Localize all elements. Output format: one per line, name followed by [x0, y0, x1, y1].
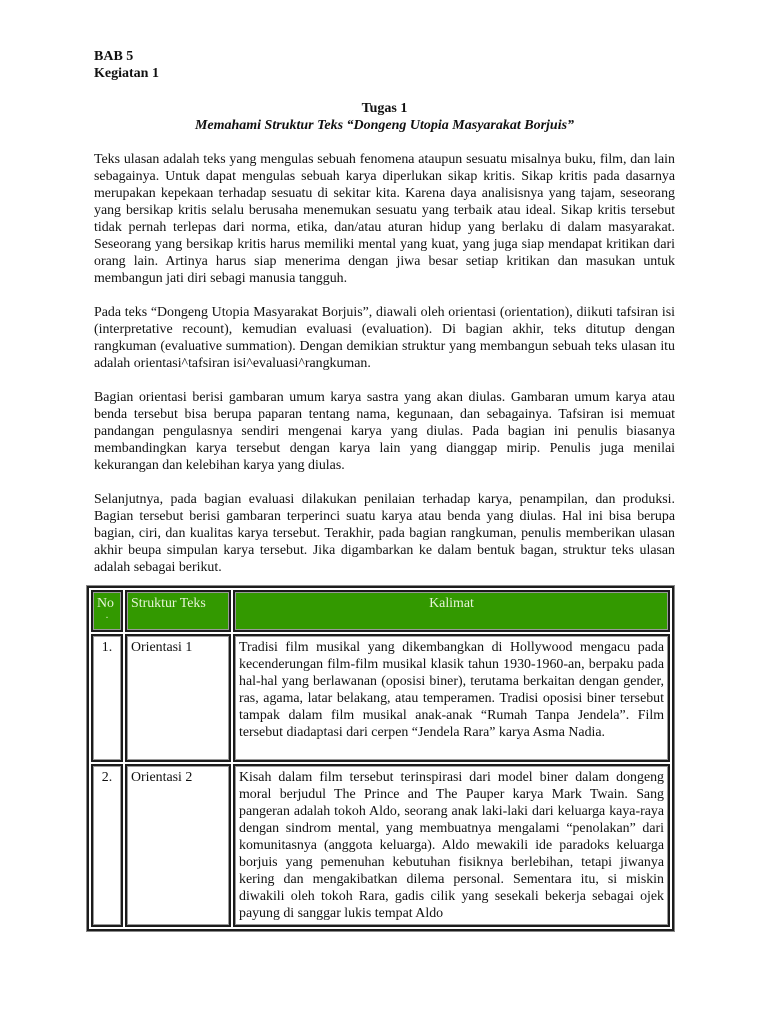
structure-table — [87, 586, 674, 931]
column-header-no — [91, 590, 123, 632]
column-header-no-label: No — [97, 596, 114, 611]
paragraph-evaluation: Selanjutnya, pada bagian evaluasi dilakukan penilaian terhadap karya, penampilan, dan produksi. Bagian tersebut berisi gambaran terperinci suatu karya atau benda yang diulas. Hal ini bisa berupa bagian, ciri, dan kualitas karya tersebut. Terakhir, pada bagian rangkuman, penulis memberikan ulasan akhir beupa simpulan karya tersebut. Jika digambarkan ke dalam bentuk bagan, struktur teks ulasan adalah sebagai berikut. — [94, 492, 675, 575]
task-title: Tugas 1 — [361, 101, 408, 116]
paragraph-intro: Teks ulasan adalah teks yang mengulas sebuah fenomena ataupun sesuatu misalnya buku, film, dan lain sebagainya. Untuk dapat mengulas sebuah karya diperlukan sikap kritis. Sikap kritis pada dasarnya merupakan kepekaan terhadap sesuatu di sekitar kita. Karena daya analisisnya yang tajam, seseorang yang bersikap kritis selalu berusaha menemukan sesuatu yang terbaik atau ideal. Sikap kritis tersebut tidak pernah terlepas dari norma, etika, dan/atau aturan hidup yang berlaku di dalam masyarakat. Seseorang yang bersikap kritis harus memiliki mental yang kuat, yang juga siap mendapat kritikan dari orang lain. Artinya harus siap menerima dengan jiwa besar setiap kritikan dan masukan untuk membangun jati diri sebagi manusia tangguh. — [94, 152, 675, 286]
cell-kalimat: Kisah dalam film tersebut terinspirasi dari model biner dalam dongeng moral berjudul The Prince and The Pauper karya Mark Twain. Sang pangeran adalah tokoh Aldo, seorang anak laki-laki dari keluarga kaya-raya dengan sindrom mental, yang membuatnya mengalami “penolakan” dari komunitasnya (anggota keluarga). Aldo mewakili ide paradoks keluarga borjuis yang pemenuhan kebutuhan fisiknya berlebihan, tetapi jiwanya kering dan mengakibatkan dilema personal. Sementara itu, si miskin diwakili oleh tokoh Rara, gadis cilik yang sesekali bekerja sebagai ojek payung di sanggar lukis tempat Aldo — [233, 764, 670, 927]
cell-no: 2. — [91, 764, 123, 927]
cell-no: 1. — [91, 634, 123, 762]
table-header-row — [91, 590, 670, 632]
cell-struktur: Orientasi 1 — [125, 634, 231, 762]
title-block — [94, 100, 675, 134]
cell-struktur: Orientasi 2 — [125, 764, 231, 927]
paragraph-structure: Pada teks “Dongeng Utopia Masyarakat Borjuis”, diawali oleh orientasi (orientation), diikuti tafsiran isi (interpretative recount), kemudian evaluasi (evaluation). Di bagian akhir, teks ditutup dengan rangkuman (evaluative summation). Dengan demikian struktur yang membangun sebuah teks ulasan itu adalah orientasi^tafsiran isi^evaluasi^rangkuman. — [94, 305, 675, 371]
document-subtitle: Memahami Struktur Teks “Dongeng Utopia Masyarakat Borjuis” — [194, 118, 575, 133]
column-header-struktur: Struktur Teks — [125, 590, 231, 632]
table-row — [91, 634, 670, 762]
cell-kalimat: Tradisi film musikal yang dikembangkan di Hollywood mengacu pada kecenderungan film-film musikal klasik tahun 1930-1960-an, berpaku pada hal-hal yang berlawanan (oposisi biner), terutama berkaitan dengan gender, ras, agama, latar belakang, atau temperamen. Tradisi oposisi biner tersebut tampak dalam film musikal anak-anak “Rumah Tanpa Jendela”. Film tersebut diadaptasi dari cerpen “Jendela Rara” karya Asma Nadia. — [233, 634, 670, 762]
table-row — [91, 764, 670, 927]
paragraph-orientation: Bagian orientasi berisi gambaran umum karya sastra yang akan diulas. Gambaran umum karya atau benda tersebut bisa berupa paparan tentang nama, kegunaan, dan sebagainya. Tafsiran isi memuat pandangan pengulasnya sendiri mengenai karya yang diulas. Pada bagian ini penulis biasanya membandingkan karya tersebut dengan karya lain yang dianggap mirip. Penulis juga menilai kekurangan dan kelebihan karya yang diulas. — [94, 390, 675, 473]
chapter-label: BAB 5 — [94, 49, 134, 64]
activity-label: Kegiatan 1 — [94, 66, 159, 81]
document-page — [94, 48, 675, 576]
column-header-kalimat: Kalimat — [233, 590, 670, 632]
column-header-no-dot: . — [105, 610, 109, 621]
